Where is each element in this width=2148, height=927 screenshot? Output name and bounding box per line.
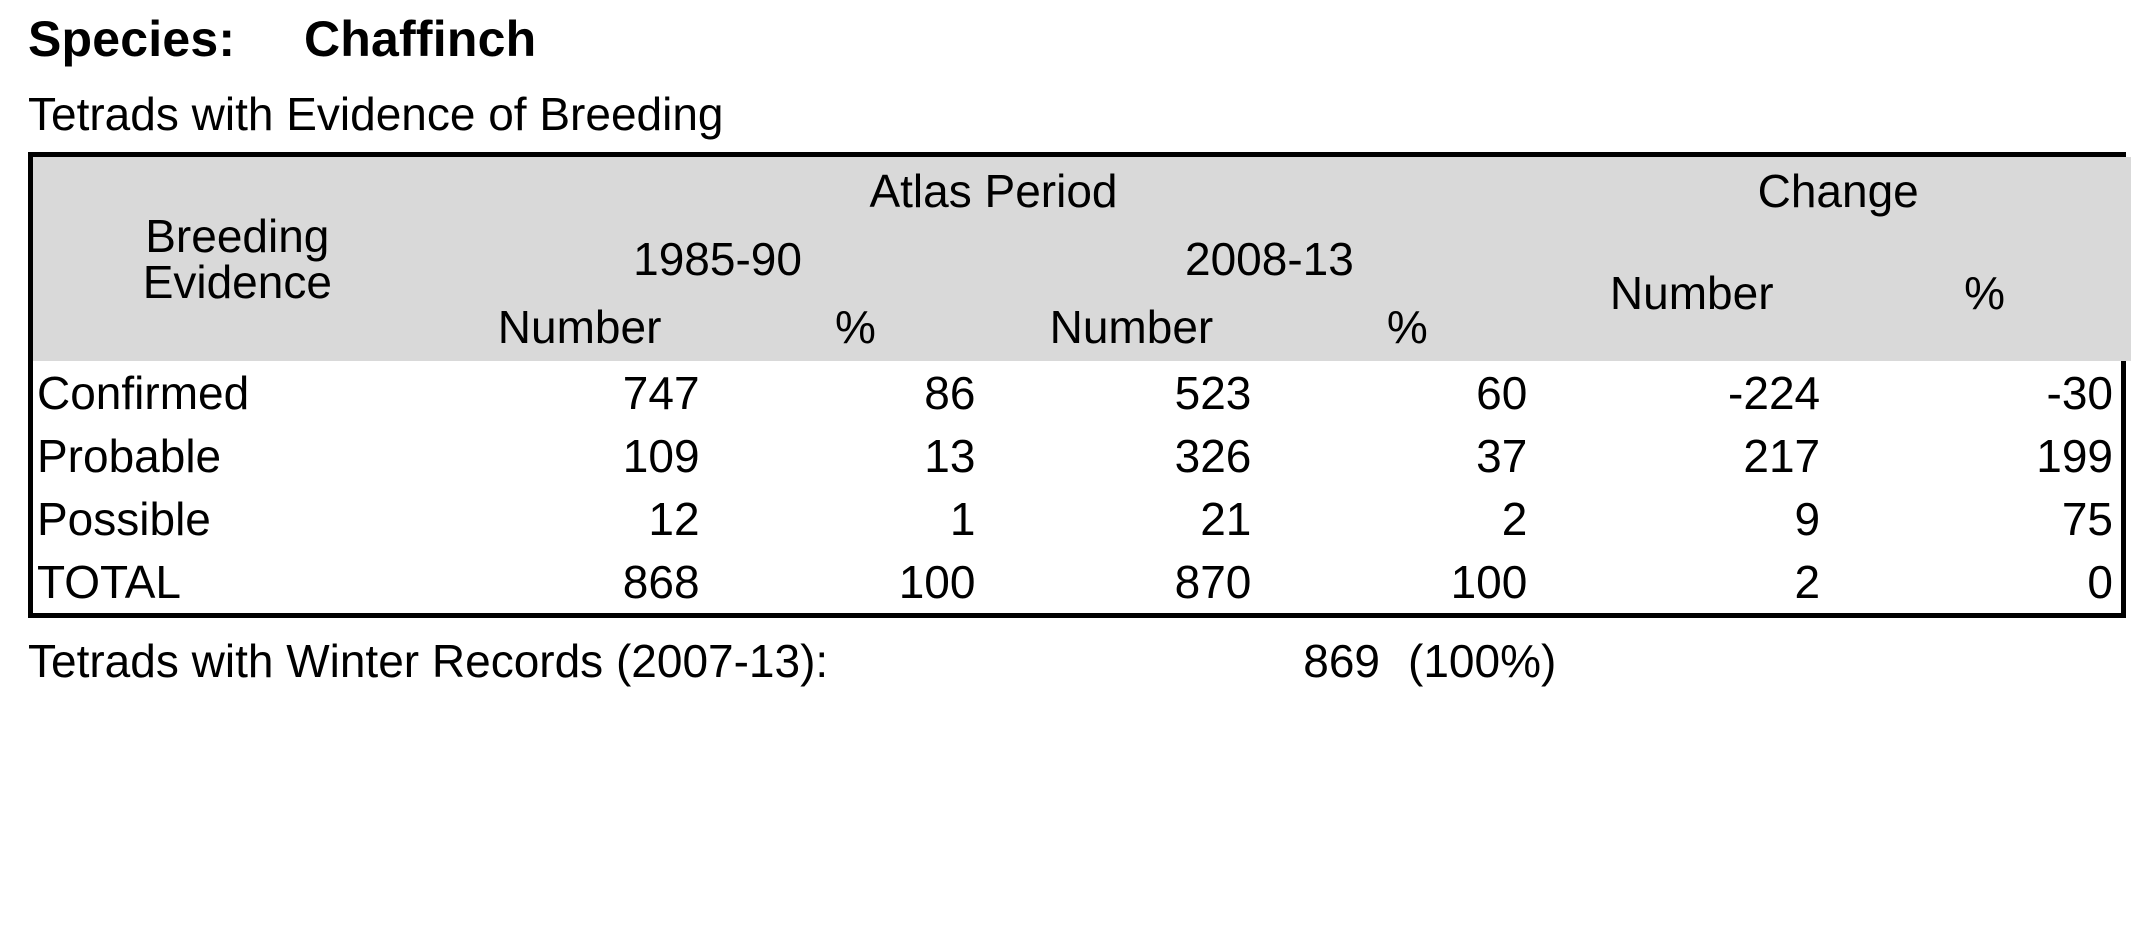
cell-total-change-number: 2	[1794, 555, 1821, 608]
winter-records-percent: (100%)	[1408, 635, 1557, 688]
table-body	[33, 361, 2131, 613]
cell-possible-p1-percent: 1	[949, 492, 976, 545]
cell-confirmed-p2-percent: 60	[1476, 366, 1528, 419]
species-name: Chaffinch	[304, 11, 537, 67]
header-atlas-period: Atlas Period	[442, 157, 1546, 225]
cell-probable-p1-number: 109	[622, 429, 700, 482]
table-row-total	[33, 550, 2131, 613]
winter-records-value: 869	[1303, 635, 1380, 688]
row-label-probable: Probable	[37, 429, 222, 482]
header-change-percent: %	[1838, 225, 2131, 361]
header-period-1985-90: 1985-90	[442, 225, 994, 293]
cell-possible-change-number: 9	[1794, 492, 1821, 545]
header-change-number: Number	[1545, 225, 1838, 361]
cell-possible-p2-number: 21	[1200, 492, 1252, 545]
cell-total-p2-number: 870	[1174, 555, 1252, 608]
header-row-groups	[33, 157, 2131, 225]
header-p2-number: Number	[993, 293, 1269, 361]
cell-confirmed-change-number: -224	[1728, 366, 1821, 419]
cell-probable-change-number: 217	[1743, 429, 1821, 482]
table-row	[33, 487, 2131, 550]
cell-total-p1-number: 868	[622, 555, 700, 608]
row-label-total: TOTAL	[37, 555, 181, 608]
cell-total-p2-percent: 100	[1450, 555, 1528, 608]
table-row	[33, 424, 2131, 487]
cell-possible-change-percent: 75	[2061, 492, 2113, 545]
header-p1-percent: %	[718, 293, 994, 361]
species-label: Species:	[28, 11, 236, 67]
row-label-confirmed: Confirmed	[37, 366, 250, 419]
header-p2-percent: %	[1269, 293, 1545, 361]
breeding-caption: Tetrads with Evidence of Breeding	[28, 88, 724, 140]
cell-possible-p2-percent: 2	[1501, 492, 1528, 545]
species-heading	[28, 10, 2148, 68]
header-period-2008-13: 2008-13	[993, 225, 1545, 293]
cell-possible-p1-number: 12	[648, 492, 700, 545]
cell-confirmed-change-percent: -30	[2046, 366, 2113, 419]
header-breeding-evidence-line2: Evidence	[142, 256, 332, 309]
breeding-evidence-table	[33, 157, 2131, 613]
winter-records-label: Tetrads with Winter Records (2007-13):	[28, 635, 829, 688]
breeding-evidence-table-wrapper	[28, 152, 2126, 618]
cell-probable-p1-percent: 13	[924, 429, 976, 482]
cell-confirmed-p2-number: 523	[1174, 366, 1252, 419]
row-label-possible: Possible	[37, 492, 211, 545]
cell-probable-p2-number: 326	[1174, 429, 1252, 482]
table-row	[33, 361, 2131, 424]
cell-probable-p2-percent: 37	[1476, 429, 1528, 482]
header-change: Change	[1545, 157, 2131, 225]
cell-total-change-percent: 0	[2087, 555, 2113, 608]
winter-records-line	[28, 634, 2148, 690]
header-p1-number: Number	[442, 293, 718, 361]
header-breeding-evidence-line1: Breeding	[145, 210, 330, 263]
header-breeding-evidence	[33, 157, 442, 361]
cell-probable-change-percent: 199	[2036, 429, 2113, 482]
table-head	[33, 157, 2131, 361]
cell-total-p1-percent: 100	[898, 555, 976, 608]
cell-confirmed-p1-number: 747	[622, 366, 700, 419]
cell-confirmed-p1-percent: 86	[924, 366, 976, 419]
